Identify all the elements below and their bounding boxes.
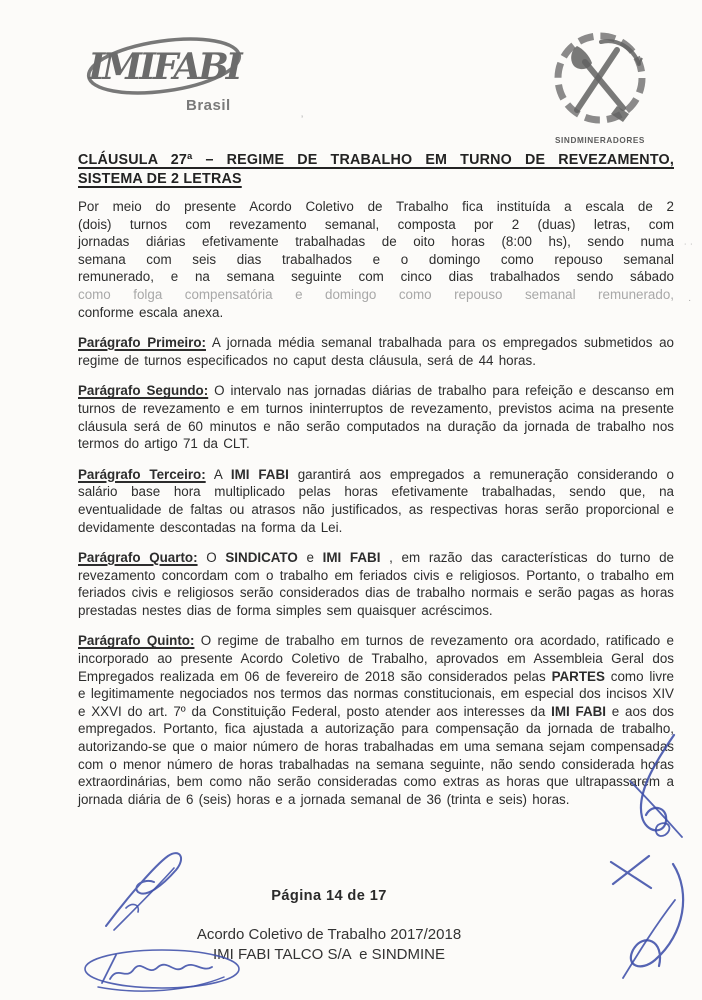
company-logo-text: IMIFABI	[88, 46, 240, 88]
paragraph-label: Parágrafo Primeiro:	[78, 335, 206, 351]
paragraph-line: (dois) turnos com revezamento semanal, composta por 2 (duas) letras, com	[78, 216, 674, 232]
paragraph-label: Parágrafo Segundo:	[78, 383, 209, 399]
paragraph-text: como livre e legitimamente negociados nos termos das normas constitucionais, em especial dos incisos XIV e XXVI do art. 7º da Constituição Federal, posto atender aos interesses da	[78, 668, 674, 719]
agreement-title: Acordo Coletivo de Trabalho 2017/2018	[196, 926, 462, 943]
paragraph-line: semana com seis dias trabalhados e o domingo como repouso semanal	[78, 251, 674, 267]
clause-title-line1: CLÁUSULA 27ª – REGIME DE TRABALHO EM TURNO DE REVEZAMENTO,	[78, 152, 674, 168]
crossed-shovel-pickaxe-icon	[543, 26, 657, 148]
clause-title-line2: SISTEMA DE 2 LETRAS	[78, 171, 242, 187]
paragraph-text: PARTES	[551, 668, 605, 684]
union-logo-caption: SINDMINERADORES	[555, 136, 645, 145]
paragraph-text: A jornada média semanal trabalhada para os empregados submetidos ao regime de turnos especificados no caput desta cláusula, será de 44 horas.	[78, 335, 674, 368]
agreement-parties: IMI FABI TALCO S/A e SINDMINE	[212, 946, 445, 963]
paragraph-line: conforme escala anexa.	[78, 304, 224, 320]
company-logo	[78, 28, 250, 125]
page-footer	[0, 888, 680, 963]
scan-speck: ˙ ˙	[684, 243, 694, 254]
paragraph-text: IMI FABI	[551, 703, 607, 719]
paragraph-text: garantirá aos empregados a remuneração considerando o salário base hora multiplicado pelas horas efetivamente trabalhadas, sendo que, na eventualidade de faltas ou atrasos não justificados, as respectivas horas serão proporcional e devidamente descontadas na forma da Lei.	[78, 466, 674, 535]
paragraph-text: IMI FABI	[322, 550, 381, 566]
paragraph-segundo	[78, 382, 674, 452]
company-logo-subtext: Brasil	[186, 97, 231, 114]
imifabi-ellipse-logo	[78, 28, 250, 120]
paragraph-terceiro	[78, 466, 674, 536]
paragraph-primeiro	[78, 334, 674, 369]
paragraph-text: O intervalo nas jornadas diárias de trabalho para refeição e descanso em turnos de revezamento e em turnos ininterruptos de revezamento, previstos acima na presente cláusula será de 60 minutos e não serão computados na duração da jornada de trabalho nos termos do artigo 71 da CLT.	[78, 383, 674, 452]
paragraph-label: Parágrafo Terceiro:	[78, 466, 206, 482]
paragraph-text: IMI FABI	[230, 466, 289, 482]
paragraph-text: O	[197, 550, 226, 566]
paragraph-text: A	[205, 466, 231, 482]
paragraph-text: e	[297, 550, 323, 566]
paragraph-quinto	[78, 632, 674, 808]
clause-title	[78, 151, 674, 189]
paragraph-text: e aos dos empregados. Portanto, fica ajustada a autorização para compensação da jornada de trabalho, autorizando-se que o maior número de horas trabalhadas em uma semana sejam compensadas com o menor número de horas trabalhadas na semana seguinte, não sendo considerada horas extraordinárias, bem como não serão consideradas como extras as horas que ultrapassarem a jornada diária de 6 (seis) horas e a jornada semanal de 36 (trinta e seis) horas.	[78, 703, 674, 807]
paragraph-quarto	[78, 549, 674, 619]
scan-speck: ·	[688, 295, 692, 306]
page-number: Página 14 de 17	[271, 888, 387, 904]
paragraph-line: Por meio do presente Acordo Coletivo de Trabalho fica instituída a escala de 2	[78, 199, 674, 214]
paragraph-line: remunerado, e na semana seguinte com cinco dias trabalhados sendo sábado	[78, 269, 674, 285]
intro-paragraph	[78, 198, 674, 321]
paragraph-label: Parágrafo Quarto:	[78, 550, 198, 566]
paragraph-text: SINDICATO	[225, 550, 298, 566]
union-logo	[543, 26, 657, 153]
paragraph-text: , em razão das características do turno de revezamento concordam com o trabalho em feriados civis e religiosos. Portanto, o trabalho em feriados civis e religiosos serão considerados dias de trabalho normais e serão pagas as horas prestadas nestes dias de forma simples sem quaisquer acréscimos.	[78, 550, 675, 618]
paragraph-line: como folga compensatória e domingo como repouso semanal remunerado,	[78, 286, 674, 302]
paragraph-text: O regime de trabalho em turnos de revezamento ora acordado, ratificado e incorporado ao presente Acordo Coletivo de Trabalho, aprovados em Assembleia Geral dos Empregados realizada em 06 de fevereiro de 2018 são considerados pelas	[78, 633, 674, 684]
scan-speck: ʼ	[301, 115, 304, 126]
paragraph-line: jornadas diárias efetivamente trabalhadas de oito horas (8:00 hs), sendo numa	[78, 234, 674, 250]
document-body	[78, 151, 674, 821]
paragraph-label: Parágrafo Quinto:	[78, 633, 195, 649]
